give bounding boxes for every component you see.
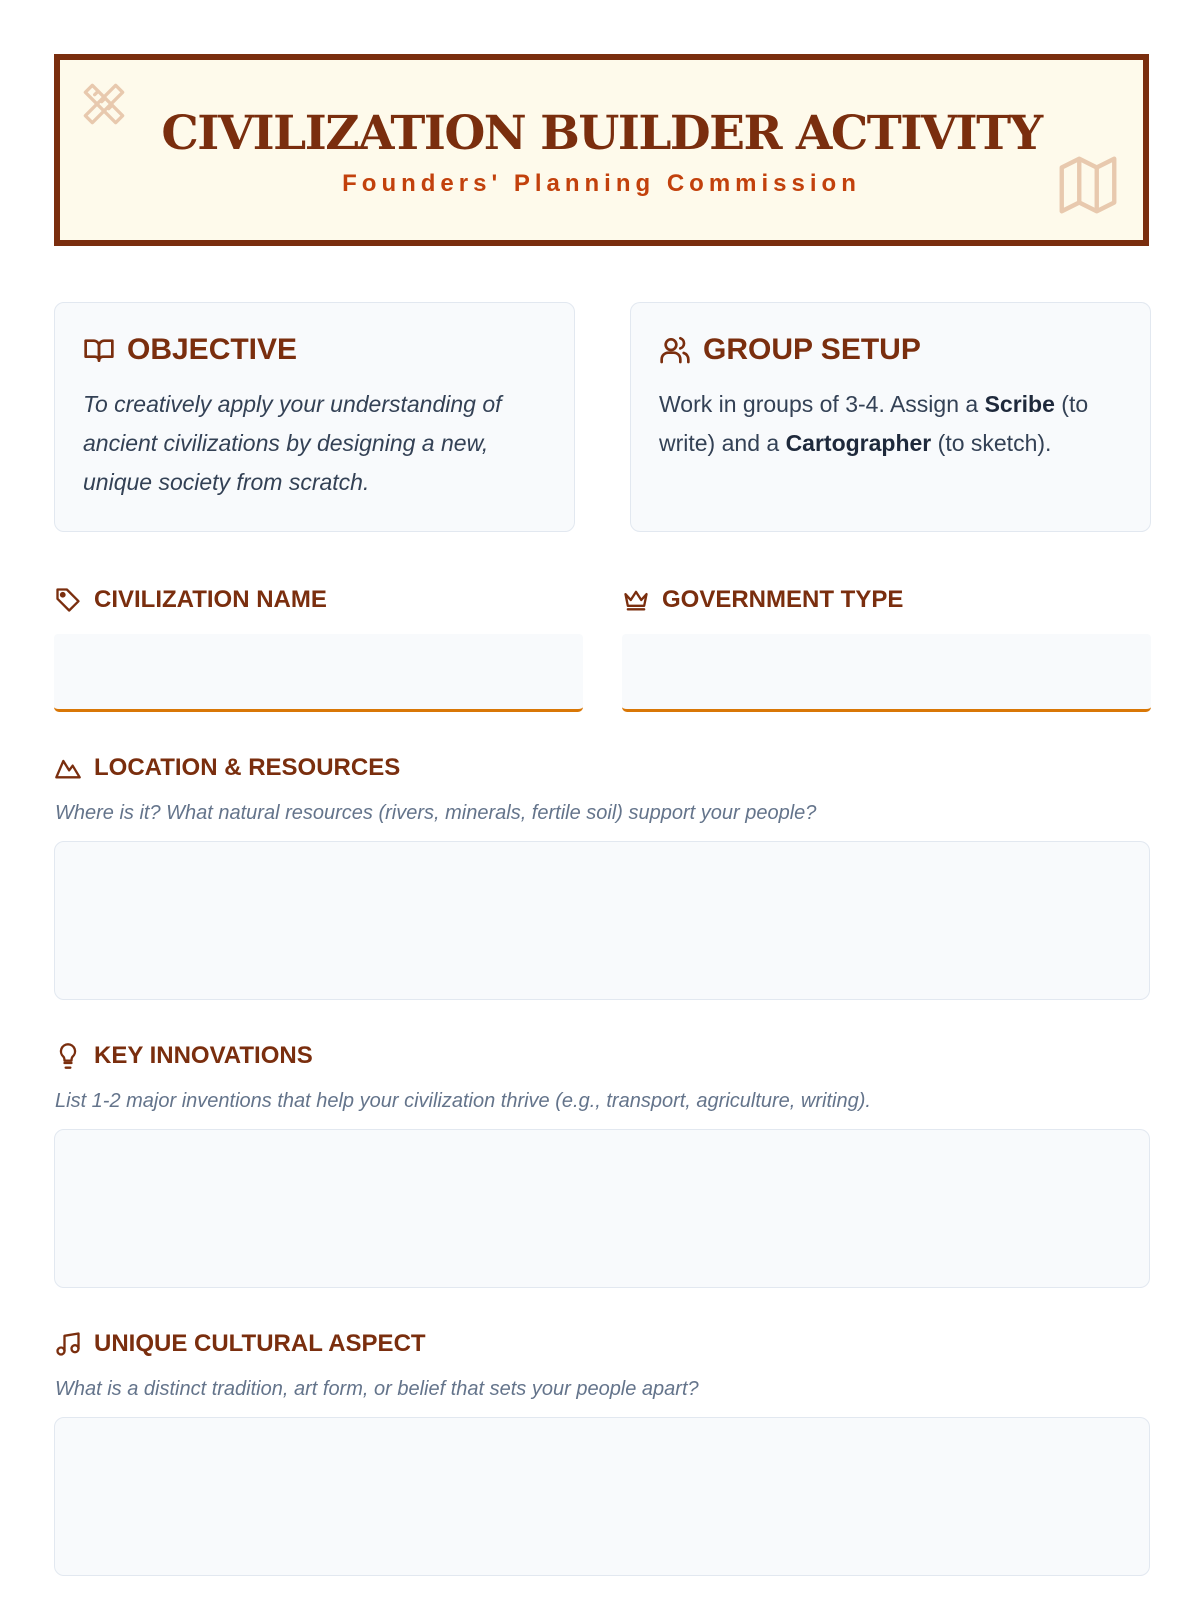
cultural-aspect-hint: What is a distinct tradition, art form, or belief that sets your people apart? [55, 1378, 699, 1400]
location-resources-label-text: LOCATION & RESOURCES [94, 754, 401, 781]
civilization-name-label-text: CIVILIZATION NAME [94, 586, 327, 613]
group-setup-text-2: (to write) and a [659, 391, 1089, 456]
key-innovations-hint: List 1-2 major inventions that help your civilization thrive (e.g., transport, agriculture, writing). [55, 1090, 871, 1112]
role-scribe: Scribe [984, 391, 1055, 417]
government-type-label [622, 586, 903, 614]
government-type-label-text: GOVERNMENT TYPE [662, 586, 904, 613]
map-icon [1053, 150, 1123, 220]
group-setup-heading: GROUP SETUP [703, 333, 921, 366]
open-book-icon [83, 334, 115, 366]
mountain-icon [54, 754, 82, 782]
music-note-icon [54, 1330, 82, 1358]
location-resources-label [54, 754, 400, 782]
crown-icon [622, 586, 650, 614]
tag-icon [54, 586, 82, 614]
location-resources-field[interactable] [54, 841, 1150, 1000]
objective-heading: OBJECTIVE [127, 333, 298, 366]
cultural-aspect-label [54, 1330, 426, 1358]
page-title: CIVILIZATION BUILDER ACTIVITY [161, 106, 1042, 161]
objective-card [54, 302, 575, 532]
civilization-name-label [54, 586, 327, 614]
key-innovations-label-text: KEY INNOVATIONS [94, 1042, 313, 1069]
group-setup-card [630, 302, 1151, 532]
compass-ruler-icon [76, 76, 132, 132]
objective-text: To creatively apply your understanding of ancient civilizations by designing a new, unique society from scratch. [83, 391, 502, 495]
group-setup-text-1: Work in groups of 3-4. Assign a [659, 391, 985, 417]
key-innovations-field[interactable] [54, 1129, 1150, 1288]
key-innovations-label [54, 1042, 313, 1070]
role-cartographer: Cartographer [785, 430, 932, 456]
location-resources-hint: Where is it? What natural resources (rivers, minerals, fertile soil) support your people? [55, 802, 817, 824]
civilization-name-field[interactable] [54, 634, 583, 712]
lightbulb-icon [54, 1042, 82, 1070]
group-setup-text-3: (to sketch). [931, 430, 1052, 456]
group-setup-text [659, 385, 1122, 463]
page-subtitle: Founders' Planning Commission [342, 170, 861, 197]
government-type-field[interactable] [622, 634, 1151, 712]
users-icon [659, 334, 691, 366]
header-banner [54, 54, 1149, 246]
cultural-aspect-label-text: UNIQUE CULTURAL ASPECT [94, 1330, 426, 1357]
cultural-aspect-field[interactable] [54, 1417, 1150, 1576]
